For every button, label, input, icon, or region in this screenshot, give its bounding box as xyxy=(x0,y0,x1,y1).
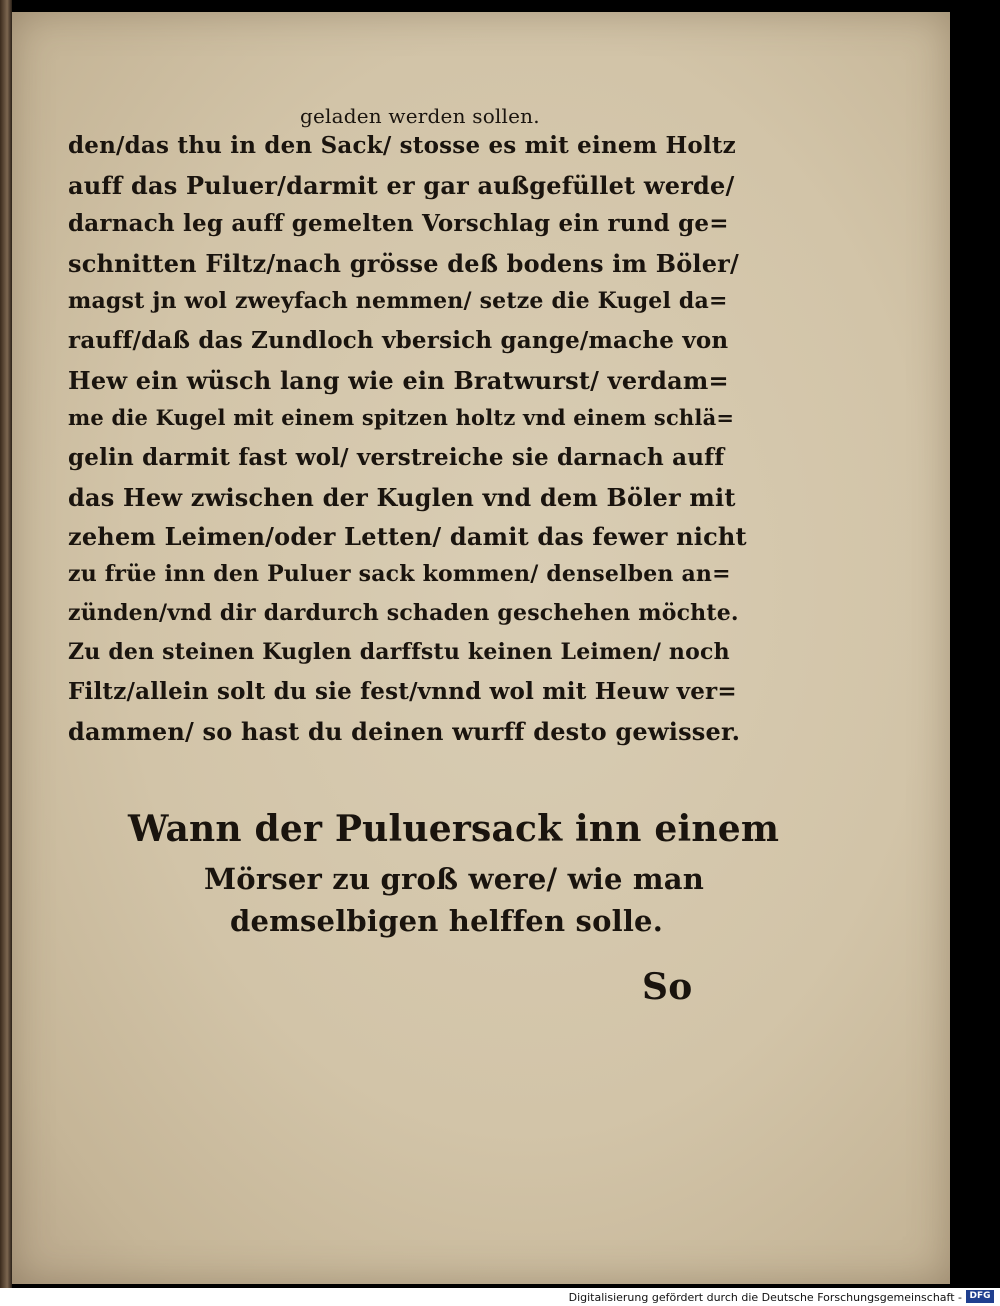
section-heading-line: Wann der Puluersack inn einem xyxy=(128,808,780,850)
body-line: Hew ein wüsch lang wie ein Bratwurst/ verdam= xyxy=(68,366,729,395)
body-line: das Hew zwischen der Kuglen vnd dem Böler mit xyxy=(68,483,736,512)
body-line: rauff/daß das Zundloch vbersich gange/mache von xyxy=(68,327,729,354)
body-line: me die Kugel mit einem spitzen holtz vnd einem schlä= xyxy=(68,405,735,430)
body-line: darnach leg auff gemelten Vorschlag ein rund ge= xyxy=(68,210,729,237)
body-line: zu früe inn den Puluer sack kommen/ denselben an= xyxy=(68,561,731,587)
book-edge xyxy=(0,0,12,1288)
body-line: zünden/vnd dir dardurch schaden geschehen möchte. xyxy=(68,600,739,626)
body-line: Filtz/allein solt du sie fest/vnnd wol mit Heuw ver= xyxy=(68,678,737,705)
body-line: magst jn wol zweyfach nemmen/ setze die Kugel da= xyxy=(68,288,728,314)
body-line: zehem Leimen/oder Letten/ damit das fewer nicht xyxy=(68,522,747,551)
body-line: Zu den steinen Kuglen darffstu keinen Leimen/ noch xyxy=(68,639,730,665)
running-head: geladen werden sollen. xyxy=(300,104,540,128)
scan-background xyxy=(950,0,1000,1288)
section-heading-line: demselbigen helffen solle. xyxy=(230,904,663,938)
body-line: gelin darmit fast wol/ verstreiche sie darnach auff xyxy=(68,444,725,471)
section-heading-line: Mörser zu groß were/ wie man xyxy=(204,862,705,896)
catchword: So xyxy=(642,966,693,1008)
body-line: schnitten Filtz/nach grösse deß bodens im Böler/ xyxy=(68,249,739,278)
footer-bar xyxy=(0,1288,1000,1306)
funding-credit: Digitalisierung gefördert durch die Deutsche Forschungsgemeinschaft - xyxy=(568,1291,962,1304)
body-line: auff das Puluer/darmit er gar außgefüllet werde/ xyxy=(68,171,735,200)
dfg-logo: DFG xyxy=(966,1290,994,1303)
body-line: den/das thu in den Sack/ stosse es mit einem Holtz xyxy=(68,132,736,159)
body-line: dammen/ so hast du deinen wurff desto gewisser. xyxy=(68,717,741,746)
